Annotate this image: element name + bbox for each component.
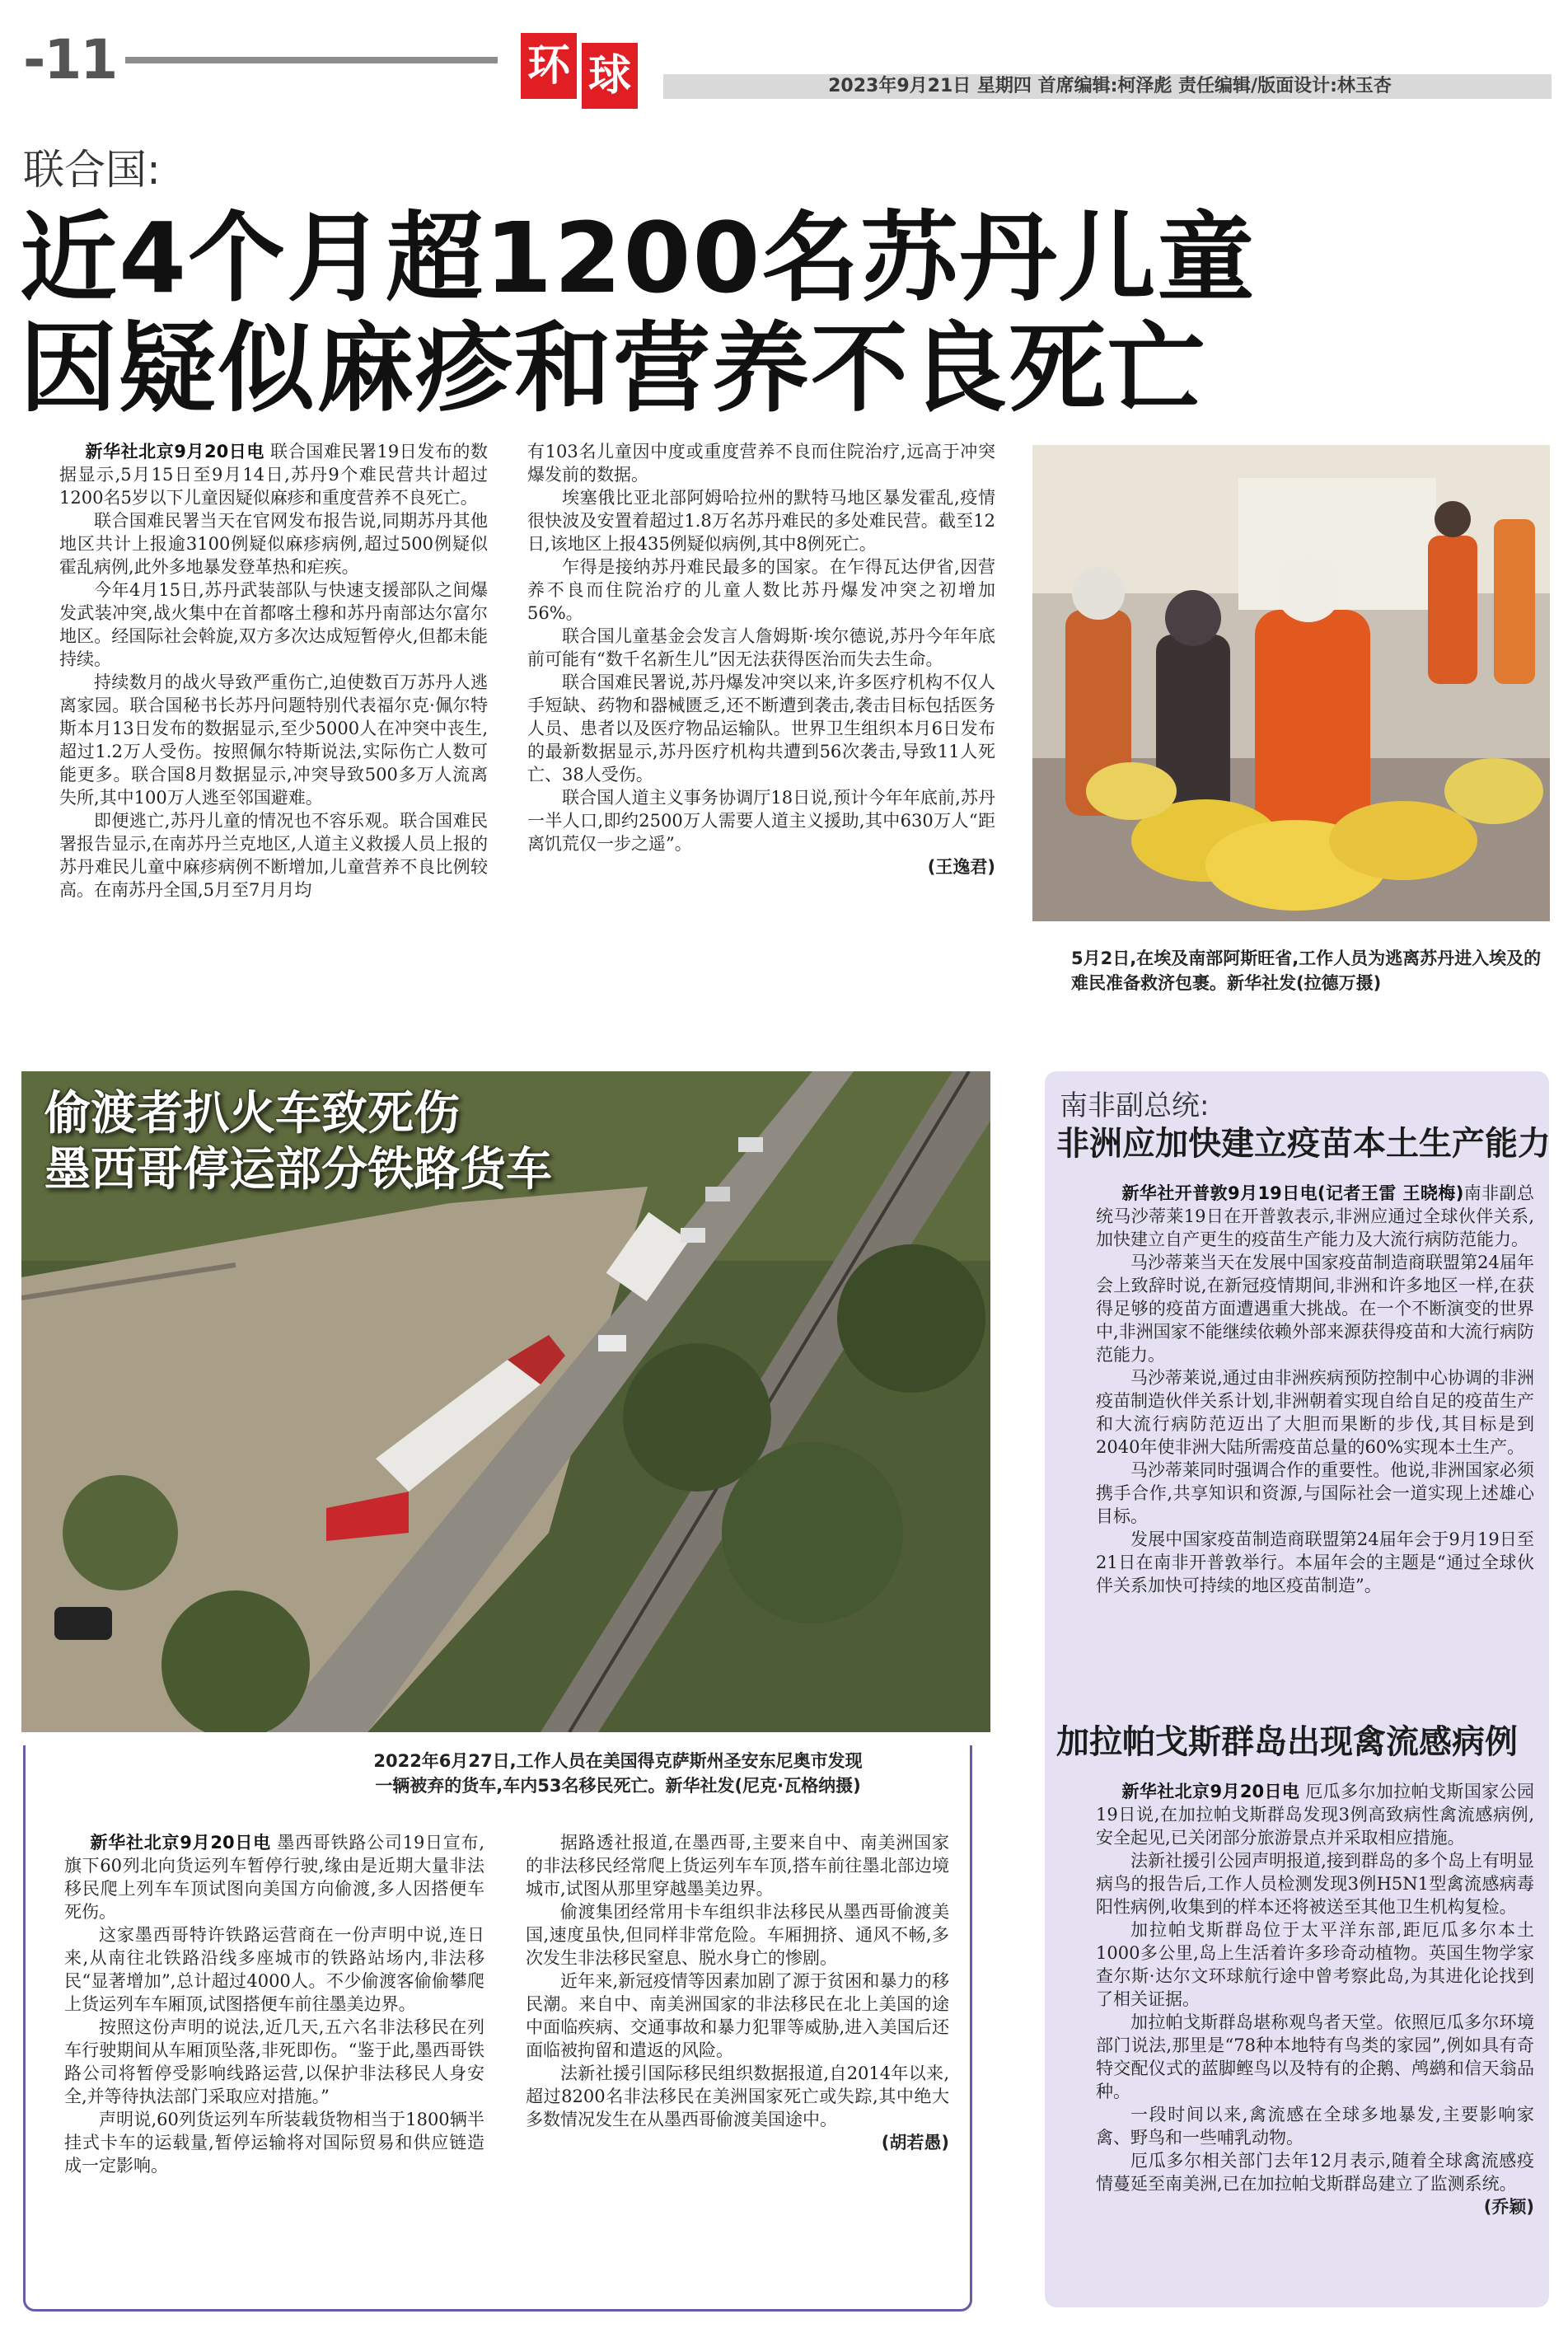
article1-headline-line1: 近4个月超1200名苏丹儿童: [20, 201, 1257, 315]
article2-paragraph: 法新社援引国际移民组织数据报道,自2014年以来,超过8200名非法移民在美洲国家死亡或失踪,其中绝大多数情况发生在从墨西哥偷渡美国途中。: [526, 2063, 949, 2129]
sidebar1-dateline: 新华社开普敦9月19日电(记者王雷 王晓梅): [1121, 1183, 1464, 1203]
sidebar2-byline: (乔颖): [1483, 2197, 1534, 2217]
sidebar1-paragraph: 马沙蒂莱说,通过由非洲疾病预防控制中心协调的非洲疫苗制造伙伴关系计划,非洲朝着实现自给自足的疫苗生产和大流行病防范迈出了大胆而果断的步伐,其目标是到2040年使非洲大陆所需疫苗总量的60%实现本土生产。: [1096, 1368, 1534, 1457]
sidebar1-body: [1096, 1182, 1534, 1693]
article2-photo-caption-line1: 2022年6月27日,工作人员在美国得克萨斯州圣安东尼奥市发现: [373, 1751, 863, 1771]
aid-workers-illustration: [1032, 445, 1550, 921]
sidebar2-body: [1096, 1780, 1534, 2291]
article1-paragraph: 乍得是接纳苏丹难民最多的国家。在乍得瓦达伊省,因营养不良而住院治疗的儿童人数比苏丹爆发冲突之初增加56%。: [527, 557, 995, 623]
article2-paragraph: 据路透社报道,在墨西哥,主要来自中、南美洲国家的非法移民经常爬上货运列车车顶,搭车前往墨北部边境城市,试图从那里穿越墨美边界。: [526, 1833, 949, 1899]
article2-column-2: [526, 1831, 949, 2301]
page-number: -11: [23, 28, 117, 91]
article1-paragraph: 联合国难民署说,苏丹爆发冲突以来,许多医疗机构不仅人手短缺、药物和器械匮乏,还不断遭到袭击,袭击目标包括医务人员、患者以及医疗物品运输队。世界卫生组织本月6日发布的最新数据显示,苏丹医疗机构共遭到56次袭击,导致11人死亡、38人受伤。: [527, 672, 995, 785]
section-label-char-2: 球: [582, 43, 638, 109]
section-label-char-1: 环: [521, 33, 577, 99]
article2-title-line1: 偷渡者扒火车致死伤: [44, 1087, 460, 1141]
article2-column-1: [64, 1831, 484, 2301]
article1-paragraph: 持续数月的战火导致严重伤亡,迫使数百万苏丹人逃离家园。联合国秘书长苏丹问题特别代表福尔克·佩尔特斯本月13日发布的数据显示,至少5000人在冲突中丧生,超过1.2万人受伤。按照佩尔特斯说法,实际伤亡人数可能更多。联合国8月数据显示,冲突导致500多万人流离失所,其中100万人逃至邻国避难。: [59, 672, 488, 808]
article1-column-2: [527, 440, 995, 1017]
article1-paragraph: 联合国人道主义事务协调厅18日说,预计今年年底前,苏丹一半人口,即约2500万人需要人道主义援助,其中630万人“距离饥荒仅一步之遥”。: [527, 788, 995, 854]
article2-photo-caption-line2: 一辆被弃的货车,车内53名移民死亡。新华社发(尼克·瓦格纳摄): [375, 1776, 861, 1796]
article2-title-line2: 墨西哥停运部分铁路货车: [44, 1143, 552, 1197]
article1-paragraph: 有103名儿童因中度或重度营养不良而住院治疗,远高于冲突爆发前的数据。: [527, 442, 995, 485]
sidebar1-kicker: 南非副总统:: [1060, 1089, 1210, 1122]
sidebar2-paragraph: 加拉帕戈斯群岛堪称观鸟者天堂。依照厄瓜多尔环境部门说法,那里是“78种本地特有鸟类的家园”,例如具有奇特交配仪式的蓝脚鲣鸟以及特有的企鹅、鸬鹚和信天翁品种。: [1096, 2012, 1534, 2101]
header-info: 2023年9月21日 星期四 首席编辑:柯泽彪 责任编辑/版面设计:林玉杏: [828, 76, 1392, 96]
sidebar1-paragraph: 马沙蒂莱当天在发展中国家疫苗制造商联盟第24届年会上致辞时说,在新冠疫情期间,非洲和许多地区一样,在获得足够的疫苗方面遭遇重大挑战。在一个不断演变的世界中,非洲国家不能继续依赖外部来源获得疫苗和大流行病防范能力。: [1096, 1253, 1534, 1365]
sidebar2-dateline: 新华社北京9月20日电: [1121, 1782, 1300, 1801]
sidebar1-paragraph: 马沙蒂莱同时强调合作的重要性。他说,非洲国家必须携手合作,共享知识和资源,与国际社会一道实现上述雄心目标。: [1096, 1460, 1534, 1526]
article2-paragraph: 偷渡集团经常用卡车组织非法移民从墨西哥偷渡美国,速度虽快,但同样非常危险。车厢拥挤、通风不畅,多次发生非法移民窒息、脱水身亡的惨剧。: [526, 1902, 949, 1968]
article2-lead: 墨西哥铁路公司19日宣布,旗下60列北向货运列车暂停行驶,缘由是近期大量非法移民爬上列车车顶试图向美国方向偷渡,多人因搭便车死伤。: [64, 1833, 484, 1922]
sidebar2-paragraph: 厄瓜多尔相关部门去年12月表示,随着全球禽流感疫情蔓延至南美洲,已在加拉帕戈斯群岛建立了监测系统。: [1096, 2151, 1534, 2194]
sidebar2-title: 加拉帕戈斯群岛出现禽流感病例: [1056, 1723, 1518, 1761]
article1-headline-line2: 因疑似麻疹和营养不良死亡: [20, 311, 1207, 425]
article1-column-1: [59, 440, 488, 1017]
article1-paragraph: 今年4月15日,苏丹武装部队与快速支援部队之间爆发武装冲突,战火集中在首都喀土穆和苏丹南部达尔富尔地区。经国际社会斡旋,双方多次达成短暂停火,但都未能持续。: [59, 580, 488, 669]
article1-paragraph: 联合国儿童基金会发言人詹姆斯·埃尔德说,苏丹今年年底前可能有“数千名新生儿”因无法获得医治而失去生命。: [527, 626, 995, 669]
sidebar1-title: 非洲应加快建立疫苗本土生产能力: [1056, 1125, 1551, 1163]
article1-paragraph: 埃塞俄比亚北部阿姆哈拉州的默特马地区暴发霍乱,疫情很快波及安置着超过1.8万名苏丹难民的多处难民营。截至12日,该地区上报435例疑似病例,其中8例死亡。: [527, 488, 995, 554]
sidebar2-paragraph: 一段时间以来,禽流感在全球多地暴发,主要影响家禽、野鸟和一些哺乳动物。: [1096, 2105, 1534, 2148]
article1-dateline: 新华社北京9月20日电: [85, 442, 264, 461]
article1-byline: (王逸君): [927, 857, 995, 877]
sidebar2-paragraph: 加拉帕戈斯群岛位于太平洋东部,距厄瓜多尔本土1000多公里,岛上生活着许多珍奇动植物。英国生物学家查尔斯·达尔文环球航行途中曾考察此岛,为其进化论找到了相关证据。: [1096, 1920, 1534, 2009]
article2-paragraph: 声明说,60列货运列车所装载货物相当于1800辆半挂式卡车的运载量,暂停运输将对国际贸易和供应链造成一定影响。: [64, 2110, 484, 2176]
article1-photo: [1032, 445, 1550, 921]
article1-paragraph: 联合国难民署当天在官网发布报告说,同期苏丹其他地区共计上报逾3100例疑似麻疹病例,超过500例疑似霍乱病例,此外多地暴发登革热和疟疾。: [59, 511, 488, 577]
sidebar2-paragraph: 法新社援引公园声明报道,接到群岛的多个岛上有明显病鸟的报告后,工作人员检测发现3例H5N1型禽流感病毒阳性病例,收集到的样本还将被送至其他卫生机构复检。: [1096, 1851, 1534, 1917]
article2-paragraph: 按照这份声明的说法,近几天,五六名非法移民在列车行驶期间从车厢顶坠落,非死即伤。“鉴于此,墨西哥铁路公司将暂停受影响线路运营,以保护非法移民人身安全,并等待执法部门采取应对措施。”: [64, 2017, 484, 2106]
sidebar1-lead: 南非副总统马沙蒂莱19日在开普敦表示,非洲应通过全球伙伴关系,加快建立自产更生的疫苗生产能力及大流行病防范能力。: [1096, 1183, 1535, 1249]
article1-lead: 联合国难民署19日发布的数据显示,5月15日至9月14日,苏丹9个难民营共计超过1200名5岁以下儿童因疑似麻疹和重度营养不良死亡。: [59, 442, 488, 508]
article2-dateline: 新华社北京9月20日电: [90, 1833, 271, 1853]
sidebar1-paragraph: 发展中国家疫苗制造商联盟第24届年会于9月19日至21日在南非开普敦举行。本届年会的主题是“通过全球伙伴关系加快可持续的地区疫苗制造”。: [1096, 1529, 1534, 1595]
article1-kicker: 联合国:: [23, 146, 161, 194]
article2-byline: (胡若愚): [881, 2133, 949, 2152]
article1-paragraph: 即便逃亡,苏丹儿童的情况也不容乐观。联合国难民署报告显示,在南苏丹兰克地区,人道主义救援人员上报的苏丹难民儿童中麻疹病例不断增加,儿童营养不良比例较高。在南苏丹全国,5月至7月月均: [59, 811, 488, 900]
header-rule: [125, 57, 498, 63]
article2-paragraph: 近年来,新冠疫情等因素加剧了源于贫困和暴力的移民潮。来自中、南美洲国家的非法移民在北上美国的途中面临疾病、交通事故和暴力犯罪等威胁,进入美国后还面临被拘留和遣返的风险。: [526, 1971, 949, 2060]
article2-paragraph: 这家墨西哥特许铁路运营商在一份声明中说,连日来,从南往北铁路沿线多座城市的铁路站场内,非法移民“显著增加”,总计超过4000人。不少偷渡客偷偷攀爬上货运列车车厢顶,试图搭便车前往墨美边界。: [64, 1925, 484, 2014]
sidebar2-lead: 厄瓜多尔加拉帕戈斯国家公园19日说,在加拉帕戈斯群岛发现3例高致病性禽流感病例,安全起见,已关闭部分旅游景点并采取相应措施。: [1096, 1782, 1534, 1848]
article1-photo-caption: 5月2日,在埃及南部阿斯旺省,工作人员为逃离苏丹进入埃及的难民准备救济包裹。新华社发(拉德万摄): [1071, 949, 1542, 993]
